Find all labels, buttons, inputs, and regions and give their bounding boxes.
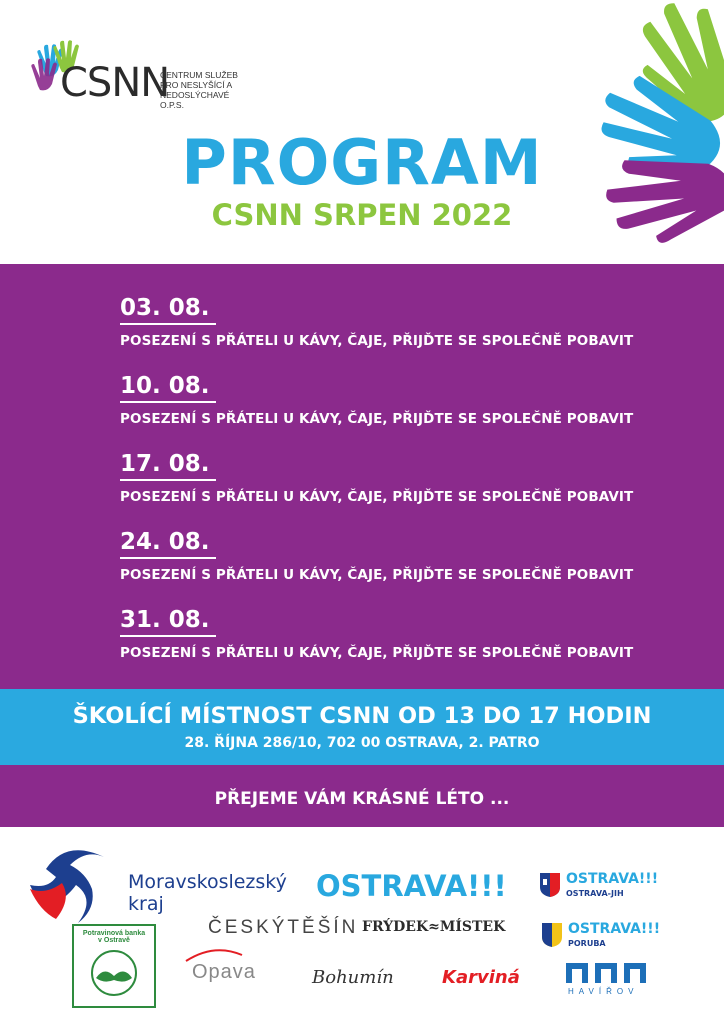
list-item <box>120 607 680 685</box>
ostrava-poruba-subtitle: PORUBA <box>568 939 606 948</box>
event-description: POSEZENÍ S PŘÁTELI U KÁVY, ČAJE, PŘIJĎTE SE SPOLEČNĚ POBAVIT <box>120 411 634 427</box>
list-item <box>120 373 680 451</box>
event-date: 24. 08. <box>120 529 216 559</box>
event-description: POSEZENÍ S PŘÁTELI U KÁVY, ČAJE, PŘIJĎTE SE SPOLEČNĚ POBAVIT <box>120 645 634 661</box>
bohumin-logo: Bohumín <box>312 967 394 988</box>
list-item <box>120 529 680 607</box>
event-description: POSEZENÍ S PŘÁTELI U KÁVY, ČAJE, PŘIJĎTE SE SPOLEČNĚ POBAVIT <box>120 489 634 505</box>
ostrava-jih-crest-icon <box>540 873 560 897</box>
potravinova-banka-logo: Potravinová banka v Ostravě <box>72 924 156 1008</box>
ostrava-jih-subtitle: OSTRAVA-JIH <box>566 889 624 898</box>
logo-name: CSNN <box>60 60 170 106</box>
ostrava-logo: OSTRAVA!!! <box>316 869 507 903</box>
frydek-mistek-logo: FRÝDEK≈MÍSTEK <box>362 919 506 935</box>
logo-subtitle: CENTRUM SLUŽEB PRO NESLYŠÍCÍ A NEDOSLÝCHAVÉ O.P.S. <box>160 70 238 110</box>
venue-main: ŠKOLÍCÍ MÍSTNOST CSNN OD 13 DO 17 HODIN <box>72 703 652 729</box>
event-list <box>120 295 680 685</box>
venue-address: 28. ŘÍJNA 286/10, 702 00 OSTRAVA, 2. PATRO <box>184 735 540 751</box>
venue-banner <box>0 689 724 765</box>
cesky-tesin-logo: ČESKÝTĚŠÍN <box>208 917 359 938</box>
event-date: 03. 08. <box>120 295 216 325</box>
ostrava-jih-logo: OSTRAVA!!! <box>566 871 659 887</box>
event-date: 17. 08. <box>120 451 216 481</box>
msk-kraj-logo-icon <box>26 839 124 929</box>
event-description: POSEZENÍ S PŘÁTELI U KÁVY, ČAJE, PŘIJĎTE SE SPOLEČNĚ POBAVIT <box>120 567 634 583</box>
ostrava-poruba-logo: OSTRAVA!!! <box>568 921 661 937</box>
havirov-logo-icon <box>566 959 646 983</box>
msk-kraj-name: Moravskoslezský kraj <box>128 871 287 915</box>
karvina-logo: Karviná <box>442 967 520 988</box>
havirov-name: HAVÍŘOV <box>568 987 639 996</box>
list-item <box>120 295 680 373</box>
food-bank-icon <box>84 948 144 998</box>
ostrava-poruba-crest-icon <box>542 923 562 947</box>
list-item <box>120 451 680 529</box>
header <box>0 0 724 264</box>
wish-banner <box>0 765 724 827</box>
event-description: POSEZENÍ S PŘÁTELI U KÁVY, ČAJE, PŘIJĎTE SE SPOLEČNĚ POBAVIT <box>120 333 634 349</box>
event-date: 10. 08. <box>120 373 216 403</box>
page-title: PROGRAM <box>181 126 543 199</box>
page-subtitle: CSNN SRPEN 2022 <box>211 198 513 232</box>
event-date: 31. 08. <box>120 607 216 637</box>
wish-text: PŘEJEME VÁM KRÁSNÉ LÉTO ... <box>214 789 510 809</box>
opava-logo: Opava <box>192 961 256 983</box>
sponsors-section <box>0 827 724 1024</box>
